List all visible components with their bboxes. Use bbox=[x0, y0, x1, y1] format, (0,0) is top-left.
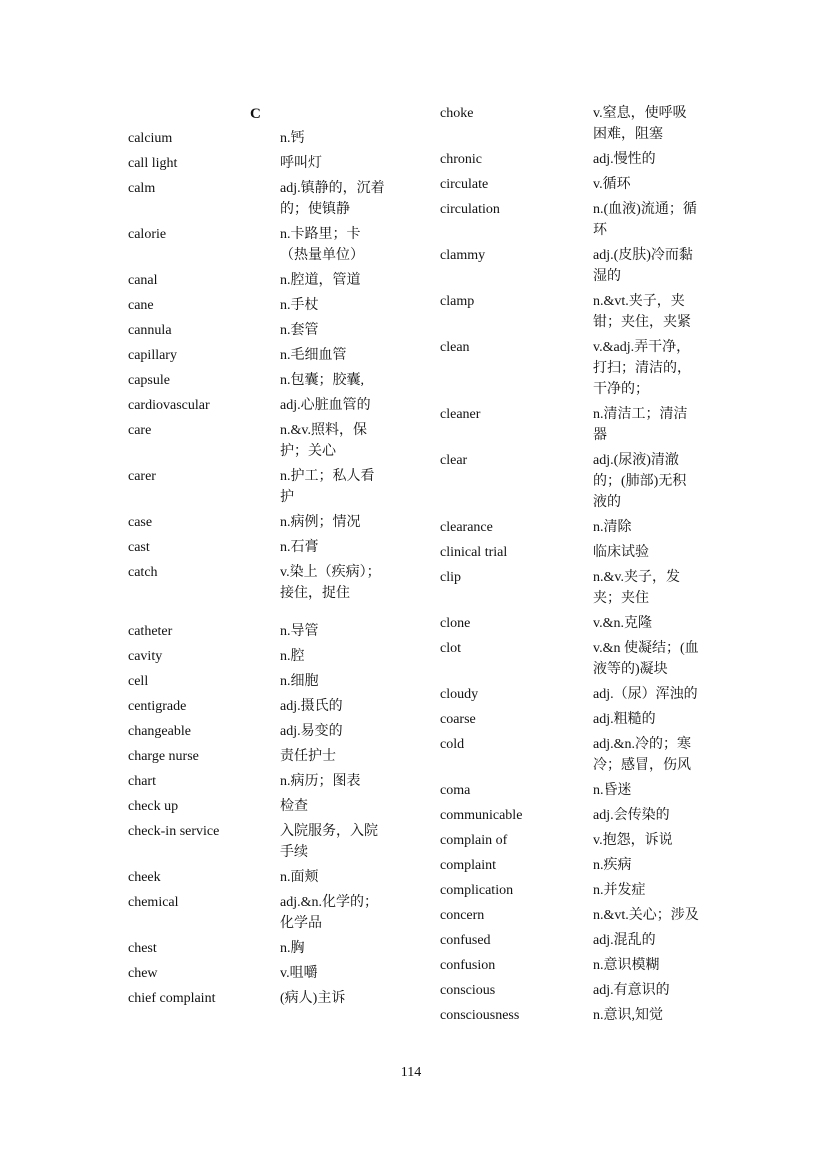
glossary-entry bbox=[440, 980, 710, 1001]
entry-definition: adj.（尿）浑浊的 bbox=[593, 687, 698, 702]
entry-definition: n.手杖 bbox=[280, 298, 319, 313]
glossary-entry bbox=[440, 149, 710, 170]
entry-term: case bbox=[128, 515, 153, 530]
entry-definition: n.腔道，管道 bbox=[280, 273, 361, 288]
entry-term: confused bbox=[440, 933, 491, 948]
entry-term: cleaner bbox=[440, 407, 481, 422]
entry-definition: n.&v.照料，保护；关心 bbox=[280, 423, 367, 459]
entry-definition: n.套管 bbox=[280, 323, 319, 338]
entry-definition: n.清除 bbox=[593, 520, 632, 535]
glossary-entry bbox=[128, 796, 408, 817]
entry-term: cane bbox=[128, 298, 154, 313]
entry-term: carer bbox=[128, 469, 156, 484]
entry-term: calm bbox=[128, 181, 156, 196]
glossary-entry bbox=[128, 963, 408, 984]
glossary-entry bbox=[128, 466, 408, 508]
entry-definition: adj.镇静的，沉着的；使镇静 bbox=[280, 181, 385, 217]
glossary-entry bbox=[128, 224, 408, 266]
entry-term: cardiovascular bbox=[128, 398, 210, 413]
entry-term: catch bbox=[128, 565, 158, 580]
glossary-entry bbox=[128, 395, 408, 416]
entry-definition: 入院服务，入院手续 bbox=[280, 824, 378, 860]
glossary-entry bbox=[440, 613, 710, 634]
entry-definition: n.包囊；胶囊, bbox=[280, 373, 364, 388]
glossary-entry bbox=[440, 199, 710, 241]
glossary-entry bbox=[128, 746, 408, 767]
entry-definition: n.疾病 bbox=[593, 858, 632, 873]
entry-term: cloudy bbox=[440, 687, 479, 702]
entry-definition: n.(血液)流通；循环 bbox=[593, 202, 697, 238]
entry-definition: n.意识模糊 bbox=[593, 958, 660, 973]
glossary-entry bbox=[128, 621, 408, 642]
glossary-entry bbox=[128, 512, 408, 533]
entry-term: choke bbox=[440, 106, 474, 121]
entry-term: circulate bbox=[440, 177, 489, 192]
glossary-entry bbox=[440, 542, 710, 563]
left-entry-list bbox=[128, 128, 408, 1009]
entry-term: capsule bbox=[128, 373, 170, 388]
entry-definition: n.石膏 bbox=[280, 540, 319, 555]
section-letter: C bbox=[250, 106, 261, 122]
entry-term: calcium bbox=[128, 131, 173, 146]
entry-definition: n.&v.夹子，发夹；夹住 bbox=[593, 570, 680, 606]
entry-term: clearance bbox=[440, 520, 493, 535]
entry-term: clamp bbox=[440, 294, 475, 309]
entry-definition: n.意识,知觉 bbox=[593, 1008, 663, 1023]
entry-definition: adj.(尿液)清澈的；(肺部)无积液的 bbox=[593, 453, 687, 510]
entry-term: chest bbox=[128, 941, 157, 956]
glossary-entry bbox=[440, 245, 710, 287]
entry-term: cannula bbox=[128, 323, 172, 338]
glossary-entry bbox=[440, 880, 710, 901]
glossary-entry bbox=[128, 671, 408, 692]
entry-definition: adj.有意识的 bbox=[593, 983, 670, 998]
glossary-entry bbox=[440, 709, 710, 730]
entry-definition: n.清洁工；清洁器 bbox=[593, 407, 688, 443]
entry-term: circulation bbox=[440, 202, 500, 217]
entry-term: check-in service bbox=[128, 824, 220, 839]
entry-term: clean bbox=[440, 340, 470, 355]
glossary-entry bbox=[128, 821, 408, 863]
entry-term: chief complaint bbox=[128, 991, 216, 1006]
entry-term: clone bbox=[440, 616, 471, 631]
glossary-entry bbox=[128, 295, 408, 316]
entry-term: canal bbox=[128, 273, 158, 288]
glossary-entry bbox=[440, 337, 710, 400]
entry-definition: 呼叫灯 bbox=[280, 156, 322, 171]
glossary-entry bbox=[128, 370, 408, 391]
entry-term: charge nurse bbox=[128, 749, 199, 764]
glossary-entry bbox=[440, 450, 710, 513]
entry-definition: adj.心脏血管的 bbox=[280, 398, 371, 413]
entry-term: complain of bbox=[440, 833, 508, 848]
entry-definition: (病人)主诉 bbox=[280, 991, 346, 1006]
glossary-entry bbox=[128, 721, 408, 742]
glossary-entry bbox=[128, 178, 408, 220]
entry-term: coarse bbox=[440, 712, 476, 727]
entry-term: cheek bbox=[128, 870, 161, 885]
entry-definition: n.面颊 bbox=[280, 870, 319, 885]
entry-definition: 检查 bbox=[280, 799, 308, 814]
glossary-entry bbox=[128, 345, 408, 366]
glossary-entry bbox=[440, 291, 710, 333]
glossary-entry bbox=[440, 905, 710, 926]
glossary-entry bbox=[440, 638, 710, 680]
entry-term: chronic bbox=[440, 152, 482, 167]
entry-term: clear bbox=[440, 453, 468, 468]
entry-term: cavity bbox=[128, 649, 163, 664]
glossary-entry bbox=[128, 562, 408, 604]
entry-term: concern bbox=[440, 908, 485, 923]
entry-definition: v.咀嚼 bbox=[280, 966, 318, 981]
entry-definition: n.卡路里；卡（热量单位） bbox=[280, 227, 364, 263]
glossary-entry bbox=[440, 830, 710, 851]
entry-definition: 临床试验 bbox=[593, 545, 649, 560]
entry-term: catheter bbox=[128, 624, 173, 639]
glossary-entry bbox=[440, 404, 710, 446]
entry-definition: v.循环 bbox=[593, 177, 631, 192]
entry-term: capillary bbox=[128, 348, 177, 363]
entry-term: calorie bbox=[128, 227, 167, 242]
glossary-entry bbox=[440, 780, 710, 801]
glossary-entry bbox=[440, 734, 710, 776]
entry-definition: adj.(皮肤)冷而黏湿的 bbox=[593, 248, 693, 284]
entry-term: cold bbox=[440, 737, 465, 752]
entry-definition: n.腔 bbox=[280, 649, 305, 664]
entry-term: complaint bbox=[440, 858, 496, 873]
glossary-entry bbox=[128, 646, 408, 667]
glossary-entry bbox=[128, 270, 408, 291]
glossary-entry bbox=[128, 867, 408, 888]
entry-definition: v.&n.克隆 bbox=[593, 616, 652, 631]
entry-term: communicable bbox=[440, 808, 523, 823]
entry-term: confusion bbox=[440, 958, 496, 973]
page-number: 114 bbox=[400, 1065, 422, 1080]
right-entry-list bbox=[440, 103, 710, 1026]
glossary-entry bbox=[440, 684, 710, 705]
entry-definition: adj.会传染的 bbox=[593, 808, 670, 823]
glossary-entry bbox=[128, 938, 408, 959]
glossary-entry bbox=[440, 930, 710, 951]
entry-definition: n.&vt.夹子，夹钳；夹住，夹紧 bbox=[593, 294, 691, 330]
glossary-entry bbox=[440, 174, 710, 195]
entry-definition: v.染上（疾病）；接住，捉住 bbox=[280, 565, 381, 601]
entry-definition: n.昏迷 bbox=[593, 783, 632, 798]
entry-term: clot bbox=[440, 641, 461, 656]
right-column bbox=[440, 103, 710, 1030]
entry-term: centigrade bbox=[128, 699, 187, 714]
entry-definition: 责任护士 bbox=[280, 749, 336, 764]
glossary-entry bbox=[440, 567, 710, 609]
glossary-entry bbox=[440, 855, 710, 876]
entry-definition: n.胸 bbox=[280, 941, 305, 956]
entry-definition: n.病例；情况 bbox=[280, 515, 361, 530]
left-column bbox=[128, 103, 408, 1013]
entry-term: check up bbox=[128, 799, 179, 814]
entry-term: cast bbox=[128, 540, 150, 555]
entry-definition: n.病历；图表 bbox=[280, 774, 361, 789]
glossary-entry bbox=[440, 517, 710, 538]
glossary-entry bbox=[128, 988, 408, 1009]
entry-definition: adj.易变的 bbox=[280, 724, 343, 739]
entry-definition: n.钙 bbox=[280, 131, 305, 146]
glossary-entry bbox=[440, 805, 710, 826]
entry-definition: adj.&n.化学的；化学品 bbox=[280, 895, 378, 931]
entry-term: complication bbox=[440, 883, 514, 898]
entry-definition: v.&adj.弄干净，打扫；清洁的，干净的； bbox=[593, 340, 691, 397]
entry-definition: adj.摄氏的 bbox=[280, 699, 343, 714]
entry-definition: n.护工；私人看护 bbox=[280, 469, 375, 505]
entry-definition: adj.&n.冷的；寒冷；感冒，伤风 bbox=[593, 737, 691, 773]
glossary-entry bbox=[440, 1005, 710, 1026]
entry-term: chemical bbox=[128, 895, 179, 910]
entry-term: chart bbox=[128, 774, 156, 789]
entry-term: clammy bbox=[440, 248, 486, 263]
entry-term: coma bbox=[440, 783, 471, 798]
glossary-entry bbox=[128, 771, 408, 792]
glossary-entry bbox=[128, 153, 408, 174]
entry-definition: v.&n 使凝结；(血液等的)凝块 bbox=[593, 641, 699, 677]
entry-term: consciousness bbox=[440, 1008, 520, 1023]
glossary-entry bbox=[128, 892, 408, 934]
glossary-entry bbox=[440, 103, 710, 145]
entry-definition: adj.慢性的 bbox=[593, 152, 656, 167]
entry-definition: adj.混乱的 bbox=[593, 933, 656, 948]
entry-definition: v.窒息，使呼吸困难，阻塞 bbox=[593, 106, 687, 142]
entry-definition: n.并发症 bbox=[593, 883, 646, 898]
entry-definition: n.&vt.关心；涉及 bbox=[593, 908, 699, 923]
entry-term: call light bbox=[128, 156, 178, 171]
entry-definition: adj.粗糙的 bbox=[593, 712, 656, 727]
entry-definition: n.导管 bbox=[280, 624, 319, 639]
glossary-entry bbox=[128, 320, 408, 341]
entry-definition: n.细胞 bbox=[280, 674, 319, 689]
glossary-entry bbox=[128, 128, 408, 149]
entry-term: clip bbox=[440, 570, 461, 585]
entry-term: clinical trial bbox=[440, 545, 508, 560]
entry-term: conscious bbox=[440, 983, 496, 998]
entry-term: care bbox=[128, 423, 152, 438]
entry-definition: n.毛细血管 bbox=[280, 348, 347, 363]
entry-term: changeable bbox=[128, 724, 191, 739]
glossary-entry bbox=[128, 696, 408, 717]
glossary-entry bbox=[128, 537, 408, 558]
entry-definition: v.抱怨，诉说 bbox=[593, 833, 673, 848]
entry-term: chew bbox=[128, 966, 158, 981]
glossary-entry bbox=[440, 955, 710, 976]
glossary-entry bbox=[128, 420, 408, 462]
entry-term: cell bbox=[128, 674, 149, 689]
